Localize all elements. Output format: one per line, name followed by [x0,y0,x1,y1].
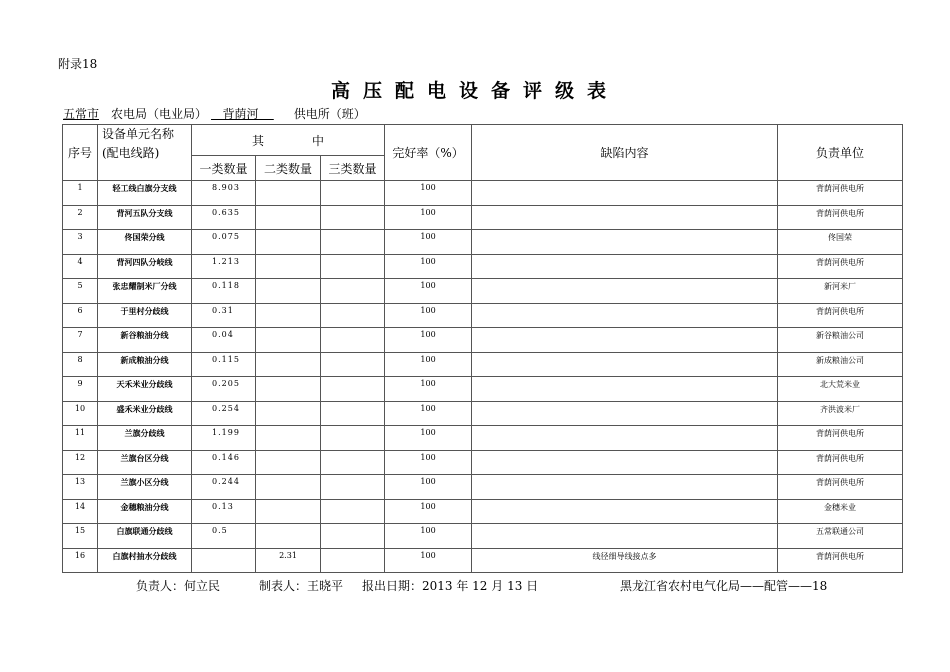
row-seq: 4 [63,254,98,279]
row-rate: 100 [385,279,472,304]
row-unit-name: 轻工线白旗分支线 [98,181,192,206]
row-class1: 0.635 [192,205,256,230]
row-class1: 0.13 [192,499,256,524]
row-class1: 1.199 [192,426,256,451]
row-defect [472,254,778,279]
row-class3 [321,254,385,279]
table-row [63,524,903,549]
row-rate: 100 [385,181,472,206]
row-defect [472,279,778,304]
header-class1: 一类数量 [192,156,256,181]
row-unit-name: 背河四队分岐线 [98,254,192,279]
bureau-label: 农电局（电业局） [111,107,208,121]
row-class3 [321,303,385,328]
row-responsible-unit: 新谷粮油公司 [778,328,903,353]
row-responsible-unit: 北大荒米业 [778,377,903,402]
row-seq: 15 [63,524,98,549]
row-class3 [321,279,385,304]
row-defect [472,205,778,230]
row-class2 [256,328,321,353]
row-class2 [256,499,321,524]
row-class2 [256,352,321,377]
row-defect [472,377,778,402]
row-class2 [256,230,321,255]
row-class2 [256,475,321,500]
row-responsible-unit: 佟国荣 [778,230,903,255]
footer-responsible: 负责人：何立民 [136,579,221,593]
row-unit-name: 于里村分歧线 [98,303,192,328]
row-seq: 14 [63,499,98,524]
row-defect [472,450,778,475]
row-seq: 8 [63,352,98,377]
row-class2 [256,426,321,451]
header-unit-name: 设备单元名称 (配电线路) [98,125,192,181]
row-class3 [321,401,385,426]
row-responsible-unit: 背荫河供电所 [778,205,903,230]
row-responsible-unit: 齐洪波米厂 [778,401,903,426]
table-row [63,377,903,402]
row-class3 [321,181,385,206]
row-rate: 100 [385,499,472,524]
row-responsible-unit: 背荫河供电所 [778,254,903,279]
row-defect [472,499,778,524]
table-row [63,401,903,426]
row-defect [472,401,778,426]
row-class2 [256,254,321,279]
row-class3 [321,499,385,524]
header-defect: 缺陷内容 [472,125,778,181]
row-responsible-unit: 背荫河供电所 [778,303,903,328]
header-rate: 完好率（%） [385,125,472,181]
row-class3 [321,450,385,475]
row-rate: 100 [385,205,472,230]
row-seq: 7 [63,328,98,353]
row-class2 [256,401,321,426]
row-unit-name: 兰旗分歧线 [98,426,192,451]
footer-preparer: 制表人：王晓平 [259,579,344,593]
row-unit-name: 白旗联通分歧线 [98,524,192,549]
row-unit-name: 兰旗小区分线 [98,475,192,500]
row-rate: 100 [385,303,472,328]
row-unit-name: 新谷粮油分线 [98,328,192,353]
row-class1: 0.31 [192,303,256,328]
row-class3 [321,475,385,500]
row-seq: 16 [63,548,98,573]
row-class2: 2.31 [256,548,321,573]
row-unit-name: 白旗村抽水分歧线 [98,548,192,573]
footer-report-date: 报出日期：2013 年 12 月 13 日 [362,579,539,593]
row-responsible-unit: 背荫河供电所 [778,450,903,475]
footer-org: 黑龙江省农村电气化局——配管——18 [620,579,828,593]
table-row [63,450,903,475]
page-title: 高压配电设备评级表 [330,80,619,102]
row-class2 [256,303,321,328]
row-unit-name: 金穗粮油分线 [98,499,192,524]
row-unit-name: 张忠耀制米厂分线 [98,279,192,304]
city-name: 五常市 [63,107,100,121]
row-seq: 10 [63,401,98,426]
subheader [63,105,366,122]
row-class3 [321,352,385,377]
row-class2 [256,450,321,475]
row-class1: 0.04 [192,328,256,353]
row-class3 [321,548,385,573]
station-name: 背荫河 [222,107,259,121]
row-defect [472,426,778,451]
row-rate: 100 [385,475,472,500]
row-class1 [192,548,256,573]
row-seq: 13 [63,475,98,500]
table-row [63,499,903,524]
row-class3 [321,377,385,402]
row-defect [472,328,778,353]
row-rate: 100 [385,401,472,426]
row-seq: 6 [63,303,98,328]
row-class1: 0.5 [192,524,256,549]
row-class2 [256,181,321,206]
header-class3: 三类数量 [321,156,385,181]
row-defect [472,303,778,328]
row-defect [472,352,778,377]
row-defect [472,475,778,500]
row-class3 [321,328,385,353]
header-responsible: 负责单位 [778,125,903,181]
row-class3 [321,230,385,255]
row-seq: 5 [63,279,98,304]
row-responsible-unit: 新成粮油公司 [778,352,903,377]
row-unit-name: 新成粮油分线 [98,352,192,377]
row-seq: 9 [63,377,98,402]
row-class1: 0.075 [192,230,256,255]
row-class2 [256,524,321,549]
row-rate: 100 [385,524,472,549]
row-seq: 3 [63,230,98,255]
station-suffix: 供电所（班） [293,107,366,121]
header-class2: 二类数量 [256,156,321,181]
row-class1: 0.115 [192,352,256,377]
row-class1: 0.244 [192,475,256,500]
row-class1: 0.146 [192,450,256,475]
table-row [63,352,903,377]
row-defect [472,230,778,255]
row-rate: 100 [385,328,472,353]
row-seq: 2 [63,205,98,230]
row-responsible-unit: 背荫河供电所 [778,548,903,573]
row-responsible-unit: 五常联通公司 [778,524,903,549]
rating-table [62,124,903,573]
table-row [63,548,903,573]
row-class1: 0.118 [192,279,256,304]
row-class1: 0.205 [192,377,256,402]
row-seq: 11 [63,426,98,451]
row-class2 [256,279,321,304]
header-among: 其 中 [192,125,385,156]
row-defect: 线径细导线接点多 [472,548,778,573]
row-rate: 100 [385,450,472,475]
row-class1: 1.213 [192,254,256,279]
row-seq: 12 [63,450,98,475]
header-seq: 序号 [63,125,98,181]
row-seq: 1 [63,181,98,206]
table-row [63,279,903,304]
row-rate: 100 [385,426,472,451]
row-rate: 100 [385,548,472,573]
row-responsible-unit: 背荫河供电所 [778,475,903,500]
row-rate: 100 [385,254,472,279]
row-unit-name: 背河五队分支线 [98,205,192,230]
row-class3 [321,524,385,549]
table-row [63,181,903,206]
row-class1: 8.903 [192,181,256,206]
row-class3 [321,205,385,230]
row-responsible-unit: 金穗米业 [778,499,903,524]
table-row [63,303,903,328]
table-row [63,426,903,451]
table-row [63,230,903,255]
row-rate: 100 [385,352,472,377]
table-row [63,475,903,500]
row-unit-name: 佟国荣分线 [98,230,192,255]
row-defect [472,524,778,549]
appendix-label: 附录18 [58,57,98,71]
row-class1: 0.254 [192,401,256,426]
row-rate: 100 [385,377,472,402]
row-rate: 100 [385,230,472,255]
row-class2 [256,205,321,230]
row-unit-name: 天禾米业分歧线 [98,377,192,402]
table-row [63,205,903,230]
row-responsible-unit: 新河米厂 [778,279,903,304]
row-class3 [321,426,385,451]
table-row [63,254,903,279]
row-responsible-unit: 背荫河供电所 [778,181,903,206]
row-unit-name: 兰旗台区分线 [98,450,192,475]
row-unit-name: 盛禾米业分歧线 [98,401,192,426]
row-defect [472,181,778,206]
row-class2 [256,377,321,402]
table-row [63,328,903,353]
row-responsible-unit: 背荫河供电所 [778,426,903,451]
